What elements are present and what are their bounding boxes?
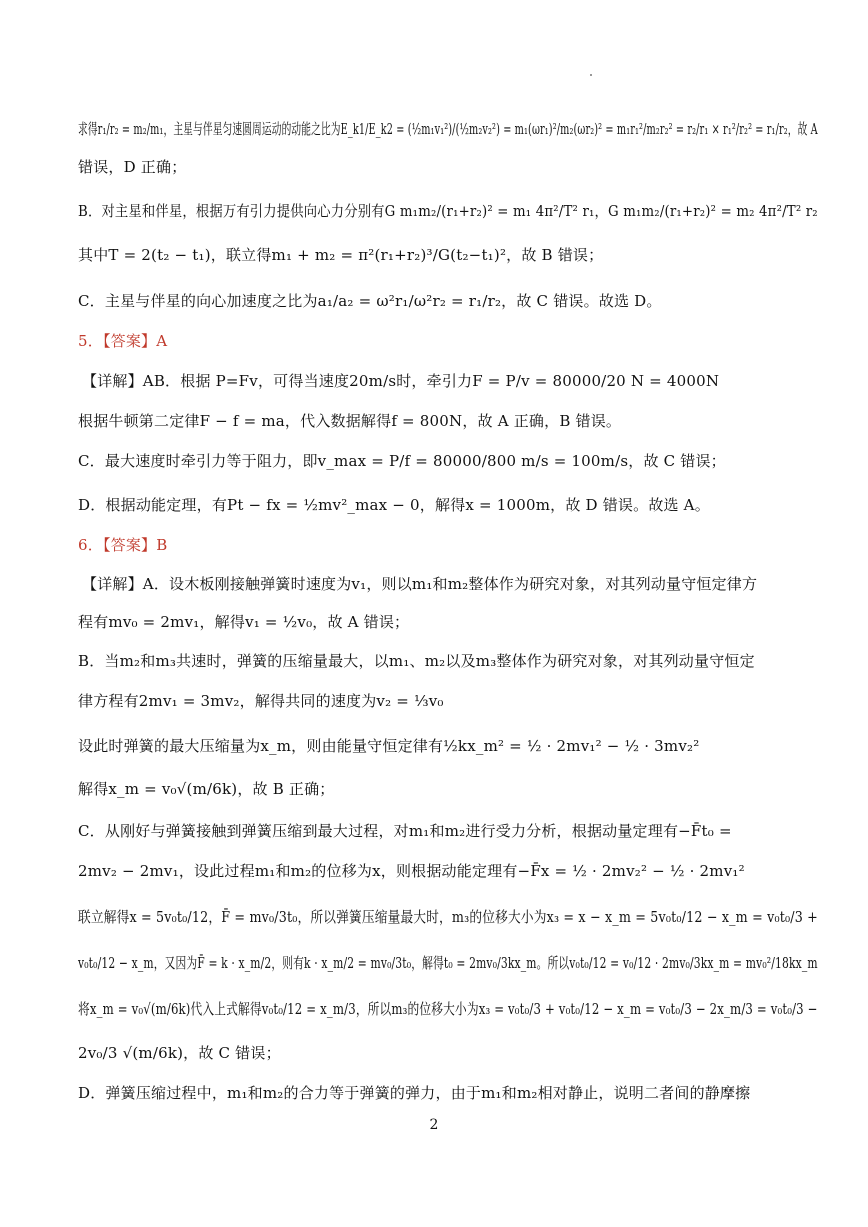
text-line: 2mv₂ − 2mv₁，设此过程m₁和m₂的位移为x，则根据动能定理有−F̄x = ½ · 2mv₂² − ½ · 2mv₁²: [78, 862, 745, 880]
text-line: 其中T = 2(t₂ − t₁)，联立得m₁ + m₂ = π²(r₁+r₂)³/G(t₂−t₁)²，故 B 错误；: [78, 246, 604, 264]
text-line: 根据牛顿第二定律F − f = ma，代入数据解得f = 800N，故 A 正确，B 错误。: [78, 412, 622, 430]
text-line: 程有mv₀ = 2mv₁，解得v₁ = ½v₀，故 A 错误；: [78, 613, 410, 631]
text-line: 2v₀/3 √(m/6k)，故 C 错误；: [78, 1044, 281, 1062]
text-line: D．弹簧压缩过程中，m₁和m₂的合力等于弹簧的弹力，由于m₁和m₂相对静止，说明二者间的静摩擦: [78, 1084, 751, 1102]
answer-heading: 6．【答案】B: [78, 536, 168, 554]
text-line: 【详解】A．设木板刚接触弹簧时速度为v₁，则以m₁和m₂整体作为研究对象，对其列动量守恒定律方: [82, 575, 758, 593]
text-line: 【详解】AB．根据 P=Fv，可得当速度20m/s时，牵引力F = P/v = 80000/20 N = 4000N: [82, 372, 720, 390]
text-line: 错误，D 正确；: [78, 158, 187, 176]
scan-speck: [590, 74, 592, 76]
text-line: 将x_m = v₀√(m/6k)代入上式解得v₀t₀/12 = x_m/3，所以m₃的位移大小为x₃ = v₀t₀/3 + v₀t₀/12 − x_m = v₀t₀/3 − 2x_m/3 = v₀t₀/3 −: [78, 1000, 818, 1018]
text-line: C．主星与伴星的向心加速度之比为a₁/a₂ = ω²r₁/ω²r₂ = r₁/r₂，故 C 错误。故选 D。: [78, 292, 662, 310]
text-line: 律方程有2mv₁ = 3mv₂，解得共同的速度为v₂ = ⅓v₀: [78, 692, 444, 710]
text-line: 设此时弹簧的最大压缩量为x_m，则由能量守恒定律有½kx_m² = ½ · 2mv₁² − ½ · 3mv₂²: [78, 737, 700, 755]
text-line: D．根据动能定理，有Pt − fx = ½mv²_max − 0，解得x = 1000m，故 D 错误。故选 A。: [78, 496, 710, 514]
text-line: B．对主星和伴星，根据万有引力提供向心力分别有G m₁m₂/(r₁+r₂)² = m₁ 4π²/T² r₁，G m₁m₂/(r₁+r₂)² = m₂ 4π²/T² r₂: [78, 202, 818, 220]
text-line: 解得x_m = v₀√(m/6k)，故 B 正确；: [78, 780, 335, 798]
answer-heading: 5．【答案】A: [78, 332, 168, 350]
text-line: C．从刚好与弹簧接触到弹簧压缩到最大过程，对m₁和m₂进行受力分析，根据动量定理有−F̄t₀ =: [78, 822, 732, 840]
page-number: 2: [429, 1117, 439, 1133]
text-line: 求得r₁/r₂ = m₂/m₁，主星与伴星匀速圆周运动的动能之比为E_k1/E_k2 = (½m₁v₁²)/(½m₂v₂²) = m₁(ωr₁)²/m₂(ωr₂)² = m₁r₁²/m₂r₂² = r₂/r₁ × r₁²/r₂² = r₁/r₂，故 A: [78, 120, 818, 138]
text-line: C．最大速度时牵引力等于阻力，即v_max = P/f = 80000/800 m/s = 100m/s，故 C 错误；: [78, 452, 726, 470]
text-line: 联立解得x = 5v₀t₀/12，F̄ = mv₀/3t₀，所以弹簧压缩量最大时，m₃的位移大小为x₃ = x − x_m = 5v₀t₀/12 − x_m = v₀t₀/3 +: [78, 908, 818, 926]
text-line: v₀t₀/12 − x_m，又因为F̄ = k · x_m/2，则有k · x_m/2 = mv₀/3t₀，解得t₀ = 2mv₀/3kx_m。所以v₀t₀/12 = v₀/12 · 2mv₀/3kx_m = mv₀²/18kx_m: [78, 954, 818, 972]
text-line: B．当m₂和m₃共速时，弹簧的压缩量最大，以m₁、m₂以及m₃整体作为研究对象，对其列动量守恒定: [78, 652, 755, 670]
